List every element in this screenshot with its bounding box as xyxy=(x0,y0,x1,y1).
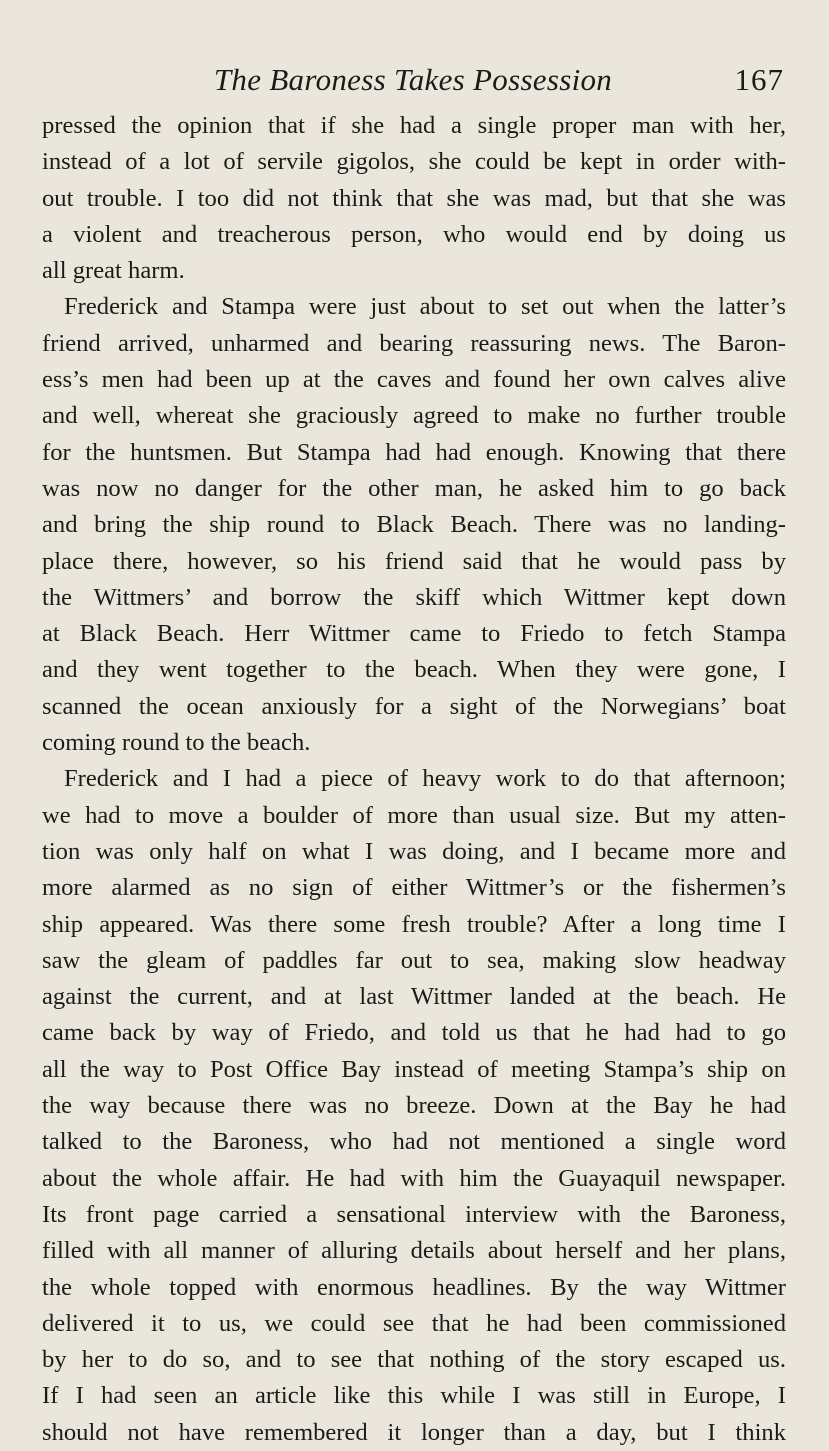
text-line: tion was only half on what I was doing, and I became more and xyxy=(42,837,786,865)
paragraph xyxy=(42,761,786,1451)
paragraph xyxy=(42,108,786,289)
text-line: the way because there was no breeze. Down at the Bay he had xyxy=(42,1092,786,1120)
text-line: by her to do so, and to see that nothing of the story escaped us. xyxy=(42,1346,786,1374)
text-line: saw the gleam of paddles far out to sea, making slow headway xyxy=(42,946,786,974)
text-line: pressed the opinion that if she had a single proper man with her, xyxy=(42,112,786,139)
text-line: talked to the Baroness, who had not mentioned a single word xyxy=(42,1128,786,1156)
text-line: a violent and treacherous person, who would end by doing us xyxy=(42,220,786,248)
text-line: we had to move a boulder of more than usual size. But my atten- xyxy=(42,801,786,829)
text-line: for the huntsmen. But Stampa had had enough. Knowing that there xyxy=(42,438,786,466)
text-line: came back by way of Friedo, and told us that he had had to go xyxy=(42,1019,786,1047)
text-line: Its front page carried a sensational interview with the Baroness, xyxy=(42,1200,786,1228)
body-text xyxy=(42,108,786,1451)
text-line: ship appeared. Was there some fresh trouble? After a long time I xyxy=(42,910,786,938)
text-line: coming round to the beach. xyxy=(42,729,311,757)
text-line: friend arrived, unharmed and bearing reassuring news. The Baron- xyxy=(42,329,786,357)
text-line: Frederick and I had a piece of heavy work to do that afternoon; xyxy=(64,765,786,793)
text-line: scanned the ocean anxiously for a sight of the Norwegians’ boat xyxy=(42,692,786,720)
text-line: and they went together to the beach. When they were gone, I xyxy=(42,656,786,684)
text-line: about the whole affair. He had with him the Guayaquil newspaper. xyxy=(42,1164,786,1192)
text-line: the whole topped with enormous headlines. By the way Wittmer xyxy=(42,1273,786,1301)
text-line: Frederick and Stampa were just about to set out when the latter’s xyxy=(64,293,786,321)
text-line: and well, whereat she graciously agreed to make no further trouble xyxy=(42,402,786,430)
paragraph xyxy=(42,289,786,761)
running-head xyxy=(42,60,784,104)
text-line: If I had seen an article like this while I was still in Europe, I xyxy=(42,1382,786,1410)
text-line: was now no danger for the other man, he asked him to go back xyxy=(42,474,786,502)
text-line: place there, however, so his friend said that he would pass by xyxy=(42,547,786,575)
text-line: instead of a lot of servile gigolos, she could be kept in order with- xyxy=(42,148,786,176)
text-line: at Black Beach. Herr Wittmer came to Friedo to fetch Stampa xyxy=(42,620,786,648)
text-line: the Wittmers’ and borrow the skiff which Wittmer kept down xyxy=(42,583,786,611)
text-line: all great harm. xyxy=(42,257,185,285)
text-line: should not have remembered it longer than a day, but I think xyxy=(42,1418,786,1446)
text-line: against the current, and at last Wittmer landed at the beach. He xyxy=(42,983,786,1011)
text-line: ess’s men had been up at the caves and found her own calves alive xyxy=(42,366,786,394)
text-line: delivered it to us, we could see that he had been commissioned xyxy=(42,1309,786,1337)
page-number: 167 xyxy=(734,62,784,97)
text-line: all the way to Post Office Bay instead of meeting Stampa’s ship on xyxy=(42,1055,786,1083)
text-line: and bring the ship round to Black Beach. There was no landing- xyxy=(42,511,786,539)
text-line: more alarmed as no sign of either Wittmer’s or the fishermen’s xyxy=(42,874,786,902)
text-line: filled with all manner of alluring details about herself and her plans, xyxy=(42,1237,786,1265)
text-line: out trouble. I too did not think that she was mad, but that she was xyxy=(42,184,786,212)
running-title: The Baroness Takes Possession xyxy=(213,62,613,97)
